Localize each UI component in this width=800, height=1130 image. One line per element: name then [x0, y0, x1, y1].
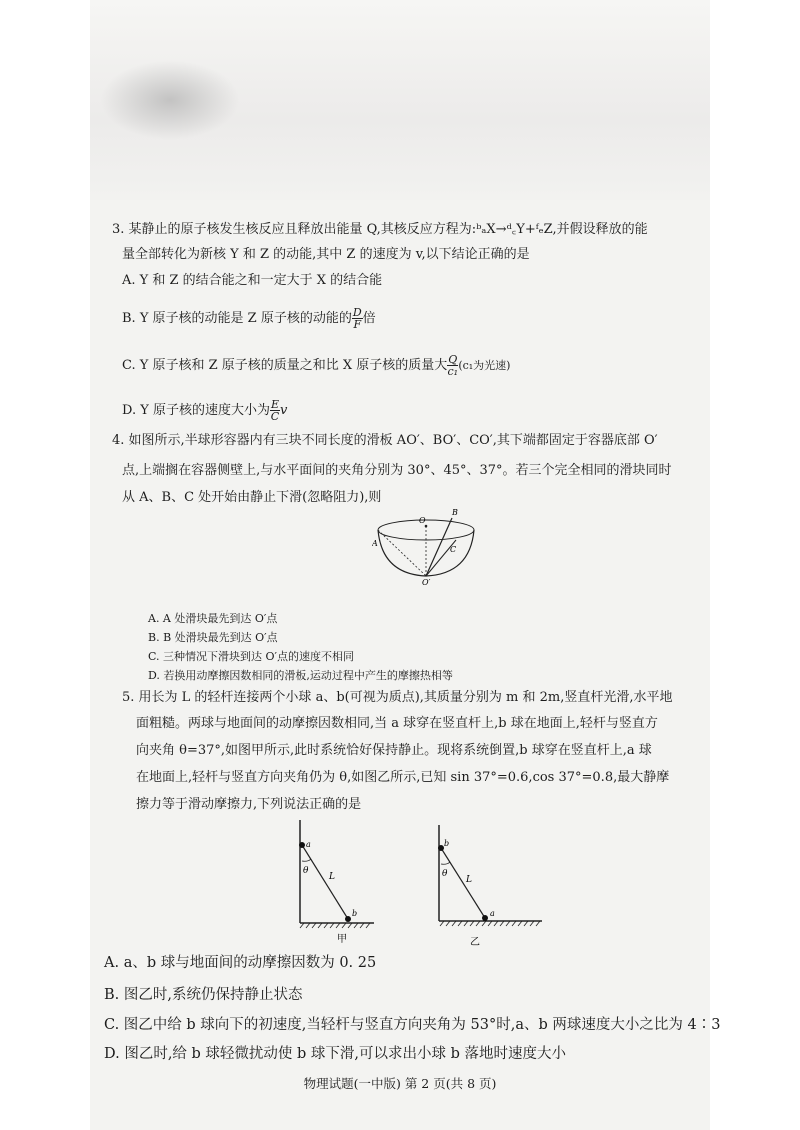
q5-stem-line4: 在地面上,轻杆与竖直方向夹角仍为 θ,如图乙所示,已知 sin 37°=0.6,cos 37°=0.8,最大静摩: [136, 770, 670, 785]
q4-option-c: C. 三种情况下滑块到达 O′点的速度不相同: [148, 650, 355, 663]
q4-stem-line2: 点,上端搁在容器侧壁上,与水平面间的夹角分别为 30°、45°、37°。若三个完全相同的滑块同时: [122, 463, 672, 478]
q3-equation: ᵇₐX→ᵈ꜀Y+ᶠₑZ: [476, 222, 553, 237]
yi-ball-a: a: [490, 909, 495, 918]
jia-rod-l: L: [329, 872, 335, 882]
jia-ball-a: a: [306, 840, 311, 849]
q5-option-a: A. a、b 球与地面间的动摩擦因数为 0. 25: [104, 955, 377, 971]
figure-jia: [290, 815, 380, 950]
q5-option-c: C. 图乙中给 b 球向下的初速度,当轻杆与竖直方向夹角为 53°时,a、b 两球速度大小之比为 4∶3: [104, 1017, 721, 1033]
q3-option-b: B. Y 原子核的动能是 Z 原子核的动能的 $\frac{D}{F}$ 倍: [122, 306, 376, 331]
q4-stem-line3: 从 A、B、C 处开始由静止下滑(忽略阻力),则: [122, 490, 382, 505]
jia-caption: 甲: [337, 934, 347, 945]
q5-stem-line3: 向夹角 θ=37°,如图甲所示,此时系统恰好保持静止。现将系统倒置,b 球穿在竖直杆上,a 球: [136, 743, 652, 758]
jia-theta: θ: [303, 866, 309, 876]
page-footer: 物理试题(一中版) 第 2 页(共 8 页): [303, 1076, 497, 1091]
yi-theta: θ: [442, 869, 448, 879]
q5-stem-line1: 5. 用长为 L 的轻杆连接两个小球 a、b(可视为质点),其质量分别为 m 和 2m,竖直杆光滑,水平地: [122, 690, 673, 705]
q5-stem-line2: 面粗糙。两球与地面间的动摩擦因数相同,当 a 球穿在竖直杆上,b 球在地面上,轻杆与竖直方: [136, 716, 658, 731]
q4-option-d: D. 若换用动摩擦因数相同的滑板,运动过程中产生的摩擦热相等: [148, 669, 453, 682]
fig-label-c: C: [450, 545, 457, 554]
yi-caption: 乙: [470, 937, 480, 948]
jia-ball-b: b: [352, 909, 358, 918]
fig-label-a: A: [372, 539, 378, 548]
q3-option-a: A. Y 和 Z 的结合能之和一定大于 X 的结合能: [122, 273, 383, 288]
hemisphere-diagram: [372, 506, 482, 586]
page-top-shadow: [90, 0, 710, 200]
q3-stem-line2: 量全部转化为新核 Y 和 Z 的动能,其中 Z 的速度为 v,以下结论正确的是: [122, 247, 530, 262]
q5-stem-line5: 擦力等于滑动摩擦力,下列说法正确的是: [136, 797, 362, 812]
yi-ball-b: b: [444, 839, 450, 848]
fig-label-b: B: [452, 508, 458, 517]
fig-label-oprime: O′: [422, 578, 431, 586]
q5-option-d: D. 图乙时,给 b 球轻微扰动使 b 球下滑,可以求出小球 b 落地时速度大小: [104, 1046, 567, 1062]
figure-yi: [430, 820, 545, 950]
yi-rod-l: L: [466, 875, 472, 885]
q3-option-c: C. Y 原子核和 Z 原子核的质量之和比 X 原子核的质量大 $\frac{Q}{\text{c₁}}$ (c₁为光速): [122, 353, 511, 378]
q4-option-a: A. A 处滑块最先到达 O′点: [148, 612, 278, 625]
q3-option-d: D. Y 原子核的速度大小为 $\frac{E}{C}$ v: [122, 398, 288, 423]
q4-option-b: B. B 处滑块最先到达 O′点: [148, 631, 278, 644]
fig-label-o: O: [419, 516, 426, 525]
q3-stem-line1: 3. 某静止的原子核发生核反应且释放出能量 Q,其核反应方程为:ᵇₐX→ᵈ꜀Y+ᶠₑZ,并假设释放的能: [112, 222, 648, 237]
q5-option-b: B. 图乙时,系统仍保持静止状态: [104, 987, 303, 1003]
q4-stem-line1: 4. 如图所示,半球形容器内有三块不同长度的滑板 AO′、BO′、CO′,其下端都固定于容器底部 O′: [112, 433, 658, 448]
